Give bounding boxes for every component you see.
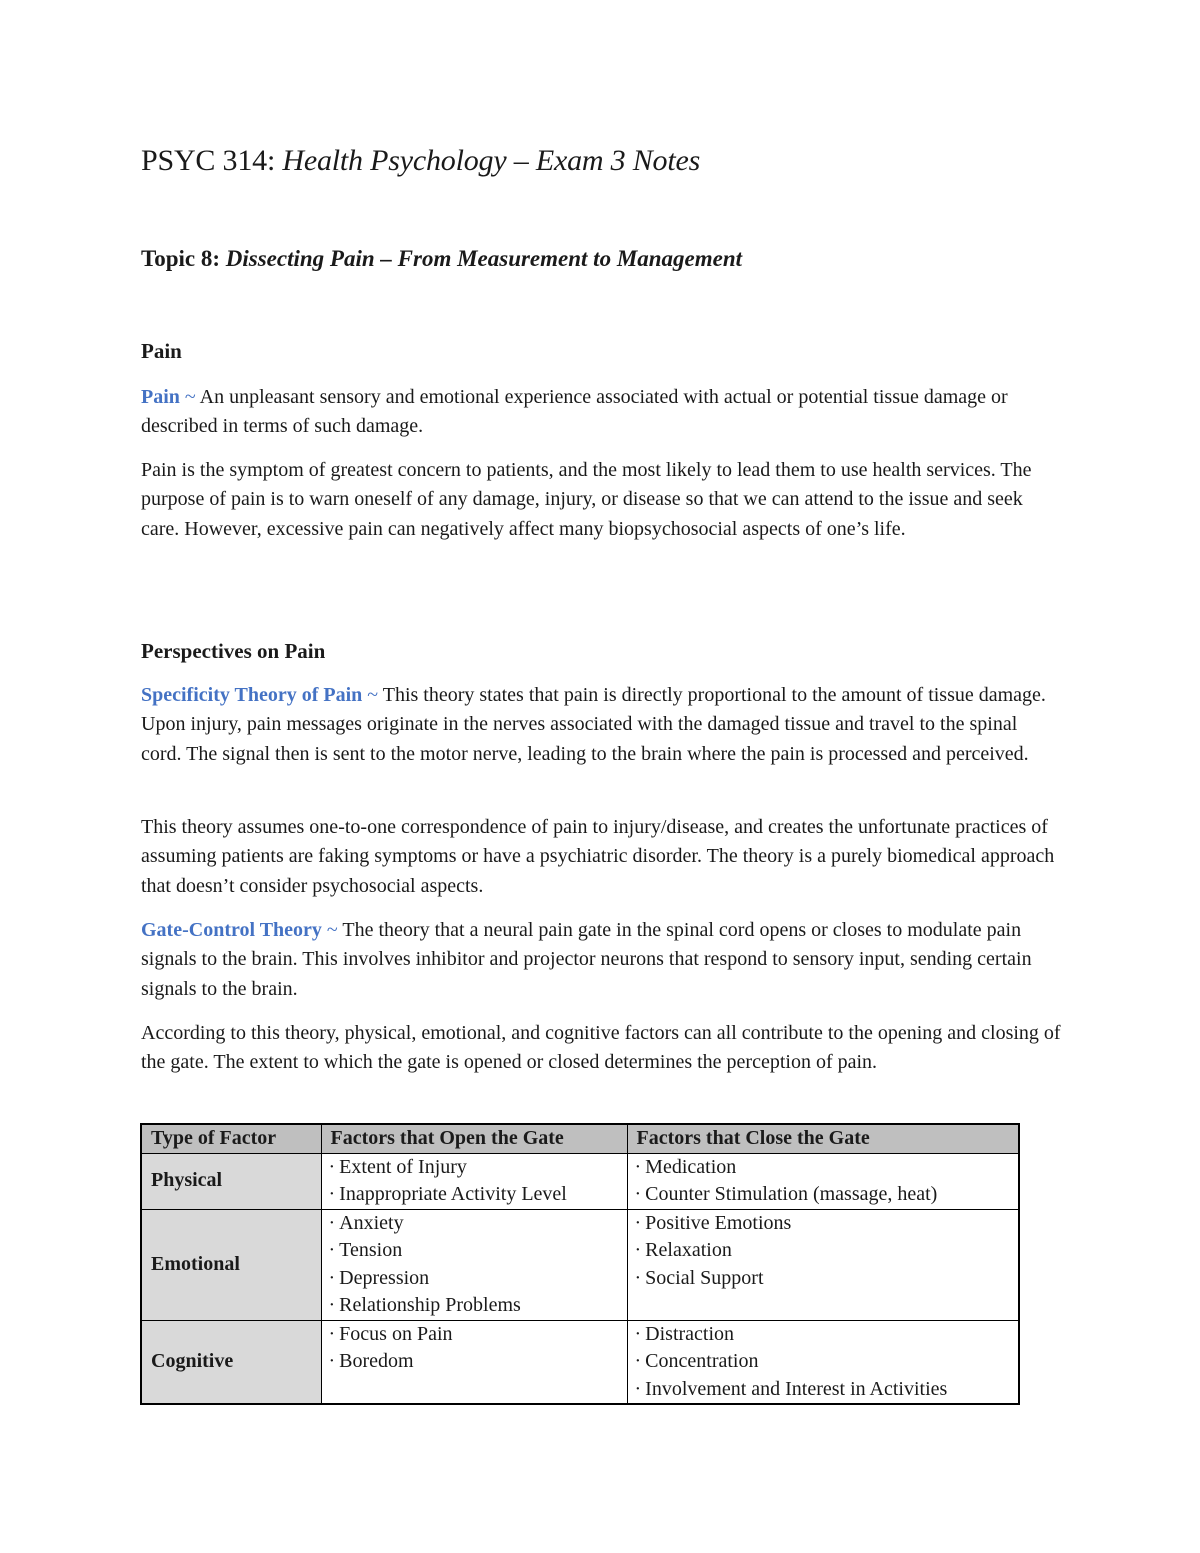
row-label-cognitive: Cognitive (141, 1320, 321, 1404)
term-gate-control-theory: Gate-Control Theory (141, 919, 322, 941)
definition-text: This theory states that pain is directly proportional to the amount of tissue damage. Upon injury, pain messages originate in the nerves associated with the damaged tissue and travel to the spinal cord. The signal then is sent to the motor nerve, leading to the brain where the pain is processed and perceived. (141, 684, 1046, 765)
paragraph-pain: Pain is the symptom of greatest concern to patients, and the most likely to lead them to use health services. The purpose of pain is to warn oneself of any damage, injury, or disease so that we can attend to the issue and seek care. However, excessive pain can negatively affect many biopsychosocial aspects of one’s life. (141, 459, 1032, 540)
definition-separator: ~ (184, 386, 196, 408)
row-label-emotional: Emotional (141, 1209, 321, 1320)
gate-factors-table (140, 1123, 1020, 1405)
list-item: · Tension (329, 1237, 618, 1265)
header-open-gate: Factors that Open the Gate (321, 1124, 627, 1153)
definition-separator: ~ (367, 684, 379, 706)
list-item: · Concentration (635, 1348, 1010, 1376)
close-factors-emotional (627, 1209, 1019, 1320)
open-factors-physical (321, 1153, 627, 1209)
course-code: PSYC 314: (141, 144, 276, 177)
table-row-cognitive (141, 1320, 1019, 1404)
paragraph-gate-control-theory: According to this theory, physical, emotional, and cognitive factors can all contribute to the opening and closing of the gate. The extent to which the gate is opened or closed determines the perception of pain. (141, 1022, 1061, 1074)
definition-text: An unpleasant sensory and emotional experience associated with actual or potential tissue damage or described in terms of such damage. (141, 386, 1008, 438)
topic-label: Topic 8: (141, 246, 221, 271)
term-specificity-theory: Specificity Theory of Pain (141, 684, 363, 706)
definition-specificity-theory (141, 681, 1061, 769)
header-close-gate: Factors that Close the Gate (627, 1124, 1019, 1153)
topic-name: Dissecting Pain – From Measurement to Management (225, 246, 743, 271)
list-item: · Relationship Problems (329, 1292, 618, 1320)
list-item: · Involvement and Interest in Activities (635, 1376, 1010, 1404)
header-type-of-factor: Type of Factor (141, 1124, 321, 1153)
list-item: · Anxiety (329, 1210, 618, 1238)
definition-pain (141, 383, 1061, 442)
row-label-physical: Physical (141, 1153, 321, 1209)
list-item: · Counter Stimulation (massage, heat) (635, 1181, 1010, 1209)
list-item: · Medication (635, 1154, 1010, 1182)
list-item: · Boredom (329, 1348, 618, 1376)
close-factors-cognitive (627, 1320, 1019, 1404)
table-row-physical (141, 1153, 1019, 1209)
paragraph-specificity-theory: This theory assumes one-to-one correspondence of pain to injury/disease, and creates the unfortunate practices of assuming patients are faking symptoms or have a psychiatric disorder. The theory is a purely biomedical approach that doesn’t consider psychosocial aspects. (141, 816, 1055, 897)
term-pain: Pain (141, 386, 180, 408)
table-header-row (141, 1124, 1019, 1153)
definition-gate-control-theory (141, 916, 1061, 1004)
list-item: · Relaxation (635, 1237, 1010, 1265)
table-row-emotional (141, 1209, 1019, 1320)
section-heading-pain: Pain (141, 339, 182, 363)
open-factors-cognitive (321, 1320, 627, 1404)
list-item: · Inappropriate Activity Level (329, 1181, 618, 1209)
list-item: · Social Support (635, 1265, 1010, 1293)
close-factors-physical (627, 1153, 1019, 1209)
list-item: · Depression (329, 1265, 618, 1293)
definition-text: The theory that a neural pain gate in the spinal cord opens or closes to modulate pain signals to the brain. This involves inhibitor and projector neurons that respond to sensory input, sending certain signals to the brain. (141, 919, 1032, 1000)
section-heading-perspectives: Perspectives on Pain (141, 639, 326, 663)
open-factors-emotional (321, 1209, 627, 1320)
list-item: · Distraction (635, 1321, 1010, 1349)
topic-heading (141, 243, 742, 275)
course-subject: Health Psychology – Exam 3 Notes (282, 144, 701, 177)
list-item: · Extent of Injury (329, 1154, 618, 1182)
list-item: · Positive Emotions (635, 1210, 1010, 1238)
page-title (141, 141, 700, 181)
list-item: · Focus on Pain (329, 1321, 618, 1349)
definition-separator: ~ (326, 919, 338, 941)
